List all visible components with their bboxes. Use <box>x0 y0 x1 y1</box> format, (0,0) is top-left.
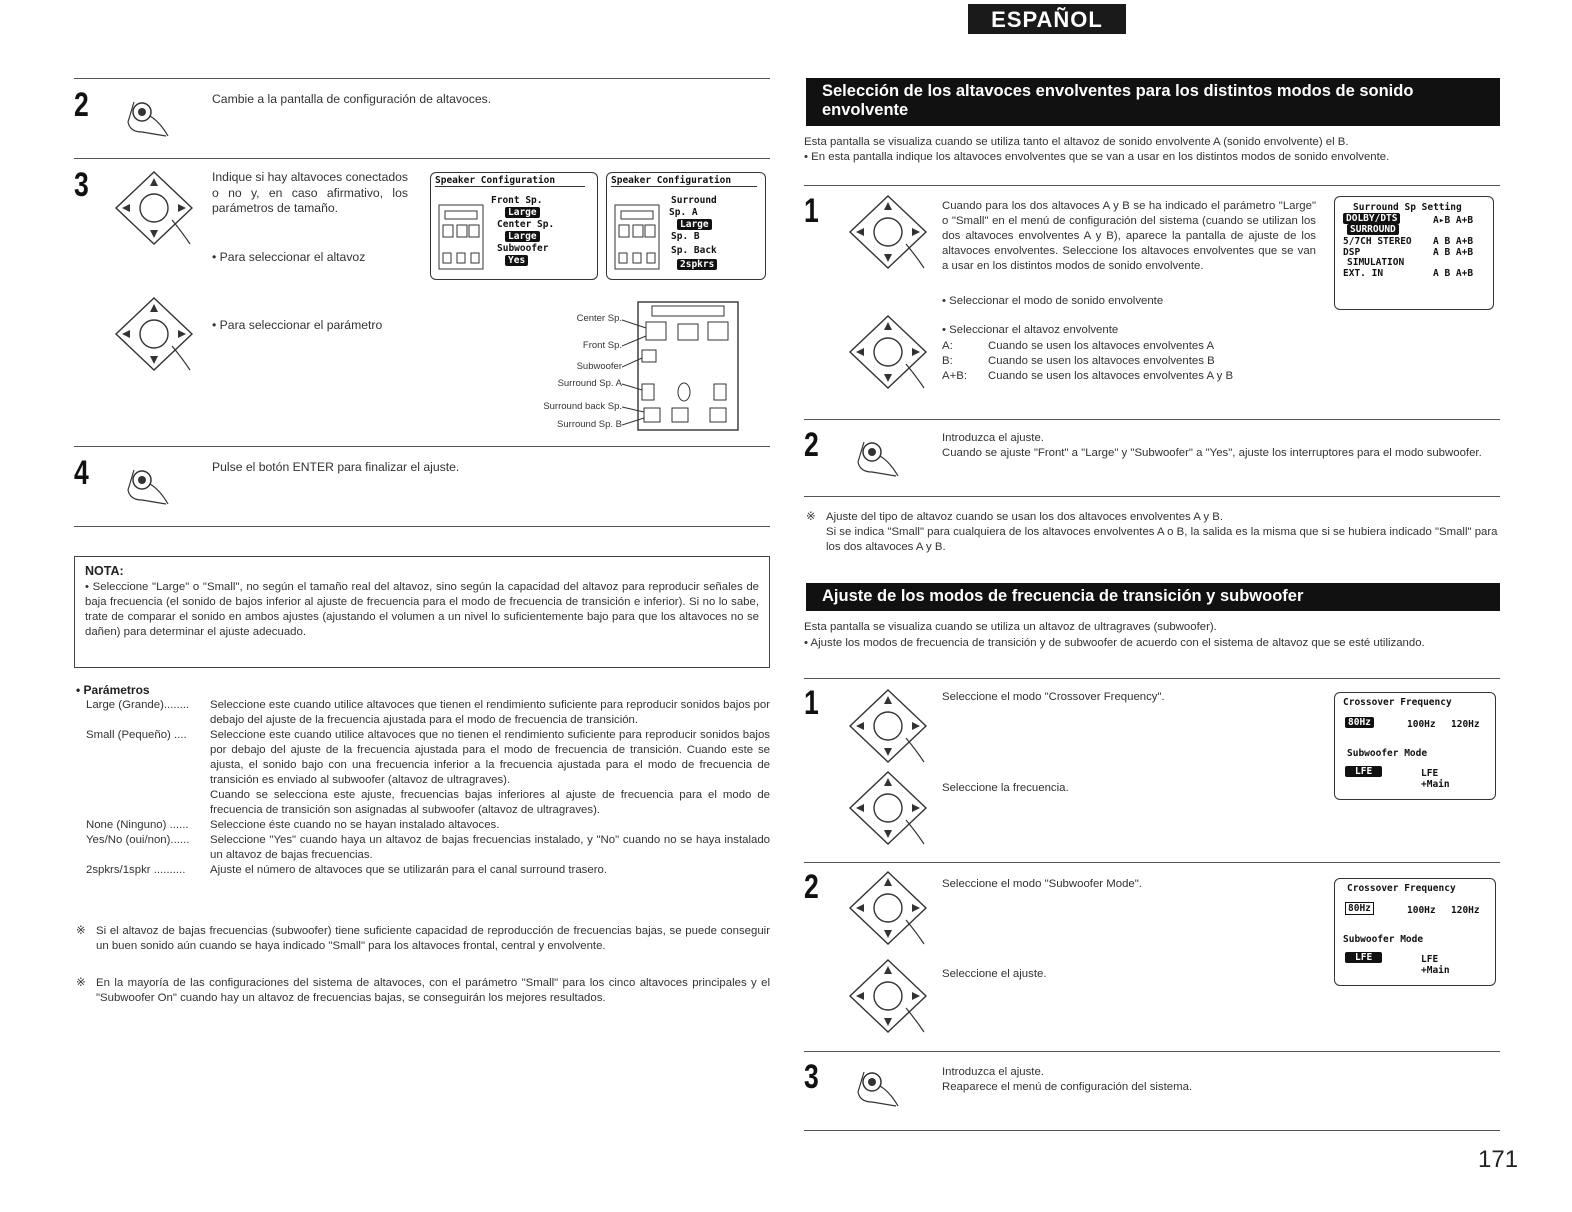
speaker-diagram <box>622 300 742 432</box>
screen-item: LFE <box>1421 954 1439 965</box>
enter-button-icon <box>850 1062 910 1108</box>
screen-item: DSP <box>1343 247 1361 258</box>
screen-value: A B A+B <box>1433 247 1474 258</box>
note-box <box>74 556 770 668</box>
divider <box>804 862 1500 863</box>
divider <box>74 526 770 527</box>
screen-item: LFE <box>1421 768 1439 779</box>
screen-item: +Main <box>1421 779 1450 790</box>
option-row: A: Cuando se usen los altavoces envolventes A <box>942 340 1215 352</box>
diagram-label: Surround Sp. B <box>557 419 622 430</box>
cursor-pad-icon <box>112 170 198 246</box>
speaker-config-screen <box>430 172 598 280</box>
step-text: Seleccione el ajuste. <box>942 968 1047 980</box>
screen-item: 100Hz <box>1407 719 1436 730</box>
step-text: Cambie a la pantalla de configuración de altavoces. <box>212 92 492 106</box>
param-row: Yes/No (oui/non)...... Seleccione "Yes" cuando haya un altavoz de bajas frecuencias instalado, y "No" cuando no se haya instalado un altavoz de bajas frecuencias. <box>86 834 770 861</box>
param-row: Small (Pequeño) .... Seleccione este cuando utilice altavoces que no tienen el rendimiento suficiente para reproducir sonidos bajos por debajo del ajuste de la frecuencia ajustada para el modo de frecuencia de transición. Cuando este se ajusta, el sonido bajo con una frecuencia inferior a la frecuencia ajustada para el modo de frecuencia de transición es enviado al subwoofer (altavoz de ultragraves). <box>86 729 770 786</box>
screen-item: Subwoofer Mode <box>1347 748 1428 759</box>
cursor-pad-icon <box>846 314 932 390</box>
note-item: ※ En la mayoría de las configuraciones del sistema de altavoces, con el parámetro "Small" para los cinco altavoces principales y el "Subwoofer On" cuando hay un altavoz de frecuencias bajas, se conseguirán los mejores resultados. <box>76 977 770 1004</box>
cursor-pad-icon <box>846 688 932 764</box>
screen-title: Crossover Frequency <box>1347 883 1456 894</box>
section-bullet: • En esta pantalla indique los altavoces envolventes que se van a usar en los distintos modos de sonido envolvente. <box>804 150 1500 165</box>
speaker-layout-icon <box>437 203 487 273</box>
step-text: Indique si hay altavoces conectados o no y, en caso afirmativo, los parámetros de tamaño. <box>212 170 408 216</box>
cursor-pad-icon <box>846 870 932 946</box>
step-number: 3 <box>804 1058 819 1096</box>
divider <box>804 185 1500 186</box>
diagram-label: Center Sp. <box>576 313 622 324</box>
cursor-pad-icon <box>846 770 932 846</box>
screen-item: 120Hz <box>1451 719 1480 730</box>
step-text: Seleccione la frecuencia. <box>942 782 1069 794</box>
screen-option: LFE <box>1345 766 1382 777</box>
screen-item: Sp. A <box>669 207 698 218</box>
screen-title: Crossover Frequency <box>1343 697 1452 708</box>
screen-item: Subwoofer <box>497 243 549 254</box>
param-row: 2spkrs/1spkr .......... Ajuste el número de altavoces que se utilizarán para el canal surround trasero. <box>86 864 607 876</box>
options-list <box>942 339 1342 384</box>
params-list <box>86 698 770 878</box>
note-item: ※ Ajuste del tipo de altavoz cuando se usan los dos altavoces envolventes A y B. <box>806 511 1224 523</box>
screen-title: Speaker Configuration <box>611 175 757 187</box>
screen-value: A▸B A+B <box>1433 215 1474 226</box>
screen-option: Yes <box>505 255 528 266</box>
screen-option: 80Hz <box>1345 717 1374 728</box>
crossover-screen <box>1334 878 1496 986</box>
screen-item: 100Hz <box>1407 905 1436 916</box>
step-text: Pulse el botón ENTER para finalizar el ajuste. <box>212 460 460 474</box>
bullet-text: • Seleccionar el modo de sonido envolvente <box>942 294 1316 309</box>
note-text: Si se indica "Small" para cualquiera de los altavoces envolventes A o B, la salida es la misma que si se hubiera indicado "Small" para los dos altavoces A y B. <box>826 526 1498 553</box>
step-number: 2 <box>74 86 89 124</box>
diagram-label: Front Sp. <box>582 340 622 351</box>
enter-button-icon <box>120 460 180 506</box>
section-banner: Ajuste de los modos de frecuencia de transición y subwoofer <box>806 583 1500 611</box>
step-number: 1 <box>804 192 819 230</box>
divider <box>74 446 770 447</box>
diagram-label: Surround Sp. A <box>557 378 622 389</box>
screen-item: 120Hz <box>1451 905 1480 916</box>
section-intro: Esta pantalla se visualiza cuando se utiliza un altavoz de ultragraves (subwoofer). <box>804 621 1217 633</box>
option-row: B: Cuando se usen los altavoces envolventes B <box>942 355 1215 367</box>
screen-option: 80Hz <box>1345 902 1374 915</box>
step-number: 4 <box>74 454 89 492</box>
screen-title: Speaker Configuration <box>435 175 585 187</box>
divider <box>804 1130 1500 1131</box>
divider <box>804 678 1500 679</box>
screen-item: Front Sp. <box>491 195 543 206</box>
step-text: Introduzca el ajuste. <box>942 1066 1044 1078</box>
screen-item: SIMULATION <box>1347 257 1405 268</box>
step-text: Seleccione el modo "Crossover Frequency". <box>942 691 1165 703</box>
cursor-pad-icon <box>846 958 932 1034</box>
cursor-pad-icon <box>846 194 932 270</box>
bullet-text: • Para seleccionar el parámetro <box>212 318 452 334</box>
enter-button-icon <box>120 92 180 138</box>
screen-value: A B A+B <box>1433 236 1474 247</box>
step-text: Cuando se ajuste "Front" a "Large" y "Subwoofer" a "Yes", ajuste los interruptores para el modo subwoofer. <box>942 447 1482 459</box>
screen-item: 5/7CH STEREO <box>1343 236 1412 247</box>
divider <box>804 419 1500 420</box>
divider <box>804 1051 1500 1052</box>
enter-button-icon <box>850 432 910 478</box>
note-title: NOTA: <box>85 564 124 578</box>
divider <box>74 158 770 159</box>
step-text: Seleccione el modo "Subwoofer Mode". <box>942 878 1142 890</box>
language-tab: ESPAÑOL <box>968 4 1126 34</box>
screen-item: Subwoofer Mode <box>1343 934 1424 945</box>
step-text: Reaparece el menú de configuración del sistema. <box>942 1081 1193 1093</box>
step-text: Introduzca el ajuste. <box>942 432 1044 444</box>
screen-option: Large <box>505 207 540 218</box>
step-number: 3 <box>74 166 89 204</box>
diagram-label: Subwoofer <box>576 361 622 372</box>
screen-item: EXT. IN <box>1343 268 1384 279</box>
screen-option: SURROUND <box>1347 224 1399 235</box>
screen-item: Sp. Back <box>671 245 717 256</box>
diagram-label: Surround back Sp. <box>543 401 622 412</box>
speaker-layout-icon <box>613 203 663 273</box>
param-row: Cuando se selecciona este ajuste, frecuencias bajas inferiores al ajuste de frecuencia para el modo de frecuencia de transición son asignadas al subwoofer (altavoz de ultragraves). <box>210 789 770 816</box>
cursor-pad-icon <box>112 296 198 372</box>
step-number: 2 <box>804 868 819 906</box>
screen-option: Large <box>505 231 540 242</box>
step-number: 1 <box>804 684 819 722</box>
section-banner: Selección de los altavoces envolventes para los distintos modos de sonido envolvente <box>806 78 1500 126</box>
params-title: • Parámetros <box>76 683 150 697</box>
screen-title: Surround Sp Setting <box>1353 202 1462 213</box>
bullet-text: • Para seleccionar el altavoz <box>212 250 412 266</box>
screen-option: LFE <box>1345 952 1382 963</box>
divider <box>804 496 1500 497</box>
screen-item: Center Sp. <box>497 219 555 230</box>
crossover-screen <box>1334 692 1496 800</box>
section-bullet: • Ajuste los modos de frecuencia de transición y de subwoofer de acuerdo con el sistema de altavoz que se esté utilizando. <box>804 636 1500 651</box>
screen-value: A B A+B <box>1433 268 1474 279</box>
screen-item: Surround <box>671 195 717 206</box>
note-item: ※ Si el altavoz de bajas frecuencias (subwoofer) tiene suficiente capacidad de reproducción de frecuencias bajas, se puede conseguir un buen sonido aún cuando se haya indicado "Small" para los altavoces frontal, central y envolvente. <box>76 925 770 952</box>
bullet-text: • Seleccionar el altavoz envolvente <box>942 323 1316 338</box>
section-intro: Esta pantalla se visualiza cuando se utiliza tanto el altavoz de sonido envolvente A (sonido envolvente) el B. <box>804 136 1349 148</box>
screen-item: +Main <box>1421 965 1450 976</box>
step-number: 2 <box>804 426 819 464</box>
param-row: None (Ninguno) ...... Seleccione éste cuando no se hayan instalado altavoces. <box>86 819 500 831</box>
surround-setting-screen <box>1334 196 1494 310</box>
param-row: Large (Grande)........ Seleccione este cuando utilice altavoces que tienen el rendimiento suficiente para reproducir sonidos bajos por debajo del ajuste de la frecuencia ajustada para el modo de frecuencia de transición. <box>86 699 770 726</box>
step-text: Cuando para los dos altavoces A y B se ha indicado el parámetro "Large" o "Small" en el menú de configuración del sistema (cuando se utilizan los dos altavoces envolventes A y B), aparece la pantalla de ajuste de los altavoces envolventes. Seleccione los altavoces envolventes que se van a usar en los distintos modos de sonido envolvente. <box>942 200 1316 272</box>
note-text: • Seleccione "Large" o "Small", no según el tamaño real del altavoz, sino según la capacidad del altavoz para reproducir señales de baja frecuencia (el sonido de bajos inferior al ajuste de frecuencia para el modo de frecuencia de transición e inferior). Si no lo sabe, trate de comparar el sonido en ambos ajustes (ajustando el volumen a un nivel lo suficientemente bajo para que los altavoces no se dañen) para determinar el ajuste adecuado. <box>85 580 759 640</box>
screen-item: Sp. B <box>671 231 700 242</box>
screen-option: DOLBY/DTS <box>1343 213 1400 224</box>
page-number: 171 <box>1478 1146 1519 1173</box>
screen-option: Large <box>677 219 712 230</box>
speaker-config-screen <box>606 172 766 280</box>
screen-option: 2spkrs <box>677 259 717 270</box>
option-row: A+B: Cuando se usen los altavoces envolventes A y B <box>942 370 1234 382</box>
divider <box>74 78 770 79</box>
